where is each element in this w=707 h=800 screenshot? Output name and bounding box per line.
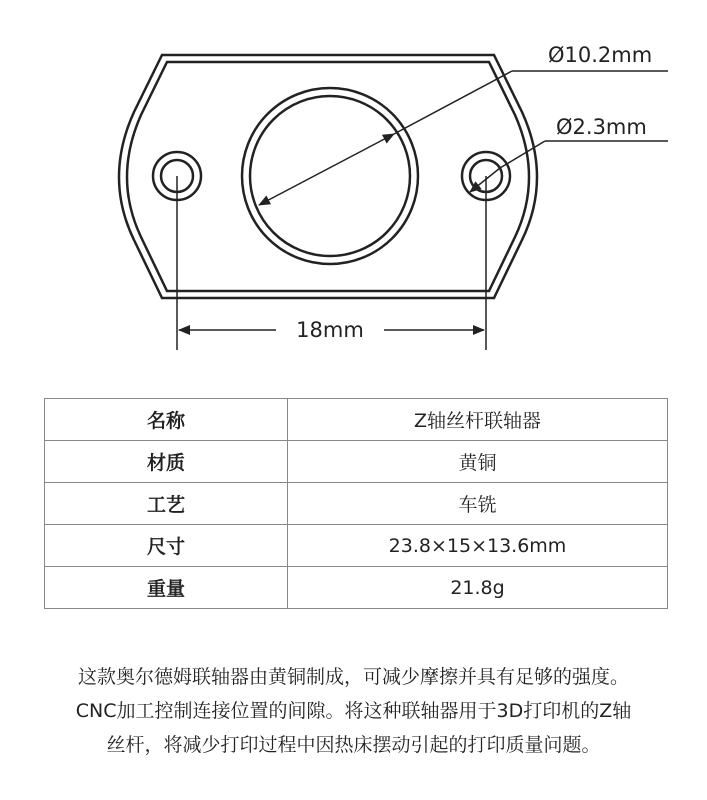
- description-line: CNC加工控制连接位置的间隙。将这种联轴器用于3D打印机的Z轴: [75, 700, 632, 722]
- table-row: [45, 567, 668, 609]
- spec-table: [44, 398, 668, 609]
- description-line: 这款奥尔德姆联轴器由黄铜制成，可减少摩擦并具有足够的强度。: [77, 666, 629, 688]
- table-row: [45, 483, 668, 525]
- center-bore: [242, 88, 418, 264]
- table-row: [45, 399, 668, 441]
- hole-spacing-label: 18mm: [296, 318, 364, 342]
- big-hole-diameter-label: Ø10.2mm: [548, 43, 653, 67]
- small-hole-diameter-label: Ø2.3mm: [556, 115, 647, 139]
- row-value: Z轴丝杆联轴器: [288, 399, 668, 441]
- row-label: 名称: [45, 399, 288, 441]
- description-line: 丝杆，将减少打印过程中因热床摆动引起的打印质量问题。: [106, 734, 601, 756]
- row-value: 黄铜: [288, 441, 668, 483]
- row-label: 尺寸: [45, 525, 288, 567]
- row-value: 车铣: [288, 483, 668, 525]
- row-value: 21.8g: [288, 567, 668, 609]
- row-label: 材质: [45, 441, 288, 483]
- row-label: 工艺: [45, 483, 288, 525]
- row-value: 23.8×15×13.6mm: [288, 525, 668, 567]
- table-row: [45, 441, 668, 483]
- row-label: 重量: [45, 567, 288, 609]
- product-description: [20, 660, 687, 762]
- coupler-technical-drawing: [0, 0, 707, 380]
- table-row: [45, 525, 668, 567]
